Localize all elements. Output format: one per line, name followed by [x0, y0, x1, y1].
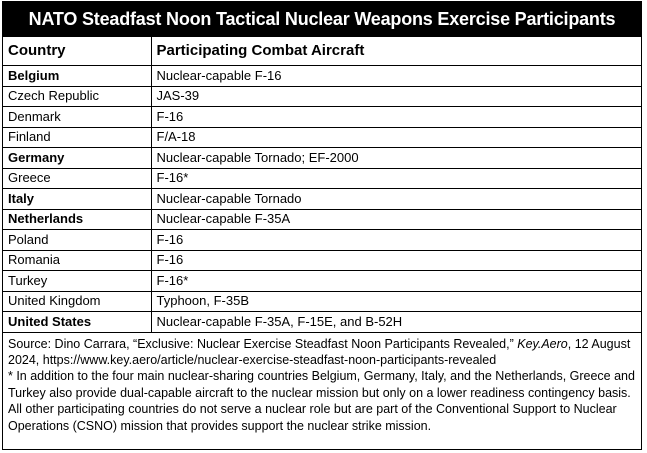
- table-row: [3, 168, 641, 189]
- aircraft-cell: JAS-39: [151, 86, 641, 107]
- source-note: [8, 336, 636, 369]
- document-frame: [2, 1, 642, 450]
- aircraft-cell: Nuclear-capable F-35A: [151, 209, 641, 230]
- aircraft-cell: F-16: [151, 250, 641, 271]
- source-suffix: , 12 August 2024, https://www.key.aero/article/nuclear-exercise-steadfast-noon-participants-revealed: [8, 336, 631, 367]
- aircraft-cell: Typhoon, F-35B: [151, 291, 641, 312]
- column-header-aircraft: Participating Combat Aircraft: [151, 37, 641, 66]
- table-row: [3, 271, 641, 292]
- table-row: [3, 230, 641, 251]
- table-row: [3, 86, 641, 107]
- country-cell: United Kingdom: [3, 291, 151, 312]
- table-row: [3, 148, 641, 169]
- source-prefix: Source: Dino Carrara, “Exclusive: Nuclear Exercise Steadfast Noon Participants Revealed,”: [8, 336, 518, 351]
- country-cell: Germany: [3, 148, 151, 169]
- aircraft-cell: F-16*: [151, 271, 641, 292]
- country-cell: Belgium: [3, 66, 151, 87]
- country-cell: Poland: [3, 230, 151, 251]
- country-cell: Finland: [3, 127, 151, 148]
- aircraft-cell: F-16*: [151, 168, 641, 189]
- country-cell: Italy: [3, 189, 151, 210]
- footnote-asterisk: * In addition to the four main nuclear-sharing countries Belgium, Germany, Italy, and the Netherlands, Greece and Turkey also provide dual-capable aircraft to the nuclear mission but only on a lower readiness contingency basis.: [8, 369, 635, 400]
- table-row: [3, 127, 641, 148]
- aircraft-cell: Nuclear-capable F-16: [151, 66, 641, 87]
- table-row: [3, 66, 641, 87]
- aircraft-cell: Nuclear-capable Tornado; EF-2000: [151, 148, 641, 169]
- country-cell: Turkey: [3, 271, 151, 292]
- table-row: [3, 250, 641, 271]
- aircraft-cell: Nuclear-capable F-35A, F-15E, and B-52H: [151, 312, 641, 333]
- aircraft-cell: F-16: [151, 230, 641, 251]
- table-row: [3, 312, 641, 333]
- country-cell: Czech Republic: [3, 86, 151, 107]
- source-publication: Key.Aero: [517, 336, 568, 351]
- aircraft-cell: F-16: [151, 107, 641, 128]
- table-title: NATO Steadfast Noon Tactical Nuclear Weapons Exercise Participants: [3, 2, 641, 37]
- country-cell: Greece: [3, 168, 151, 189]
- footnote-csno: All other participating countries do not serve a nuclear role but are part of the Conventional Support to Nuclear Operations (CSNO) mission that provides support the nuclear strike mission.: [8, 402, 617, 433]
- column-header-country: Country: [3, 37, 151, 66]
- country-cell: Netherlands: [3, 209, 151, 230]
- table-row: [3, 189, 641, 210]
- aircraft-cell: F/A-18: [151, 127, 641, 148]
- table-row: [3, 107, 641, 128]
- aircraft-cell: Nuclear-capable Tornado: [151, 189, 641, 210]
- table-row: [3, 209, 641, 230]
- participants-table: [3, 37, 641, 333]
- country-cell: Romania: [3, 250, 151, 271]
- country-cell: Denmark: [3, 107, 151, 128]
- table-row: [3, 291, 641, 312]
- table-notes: [3, 333, 641, 434]
- table-body: [3, 66, 641, 333]
- table-header-row: [3, 37, 641, 66]
- country-cell: United States: [3, 312, 151, 333]
